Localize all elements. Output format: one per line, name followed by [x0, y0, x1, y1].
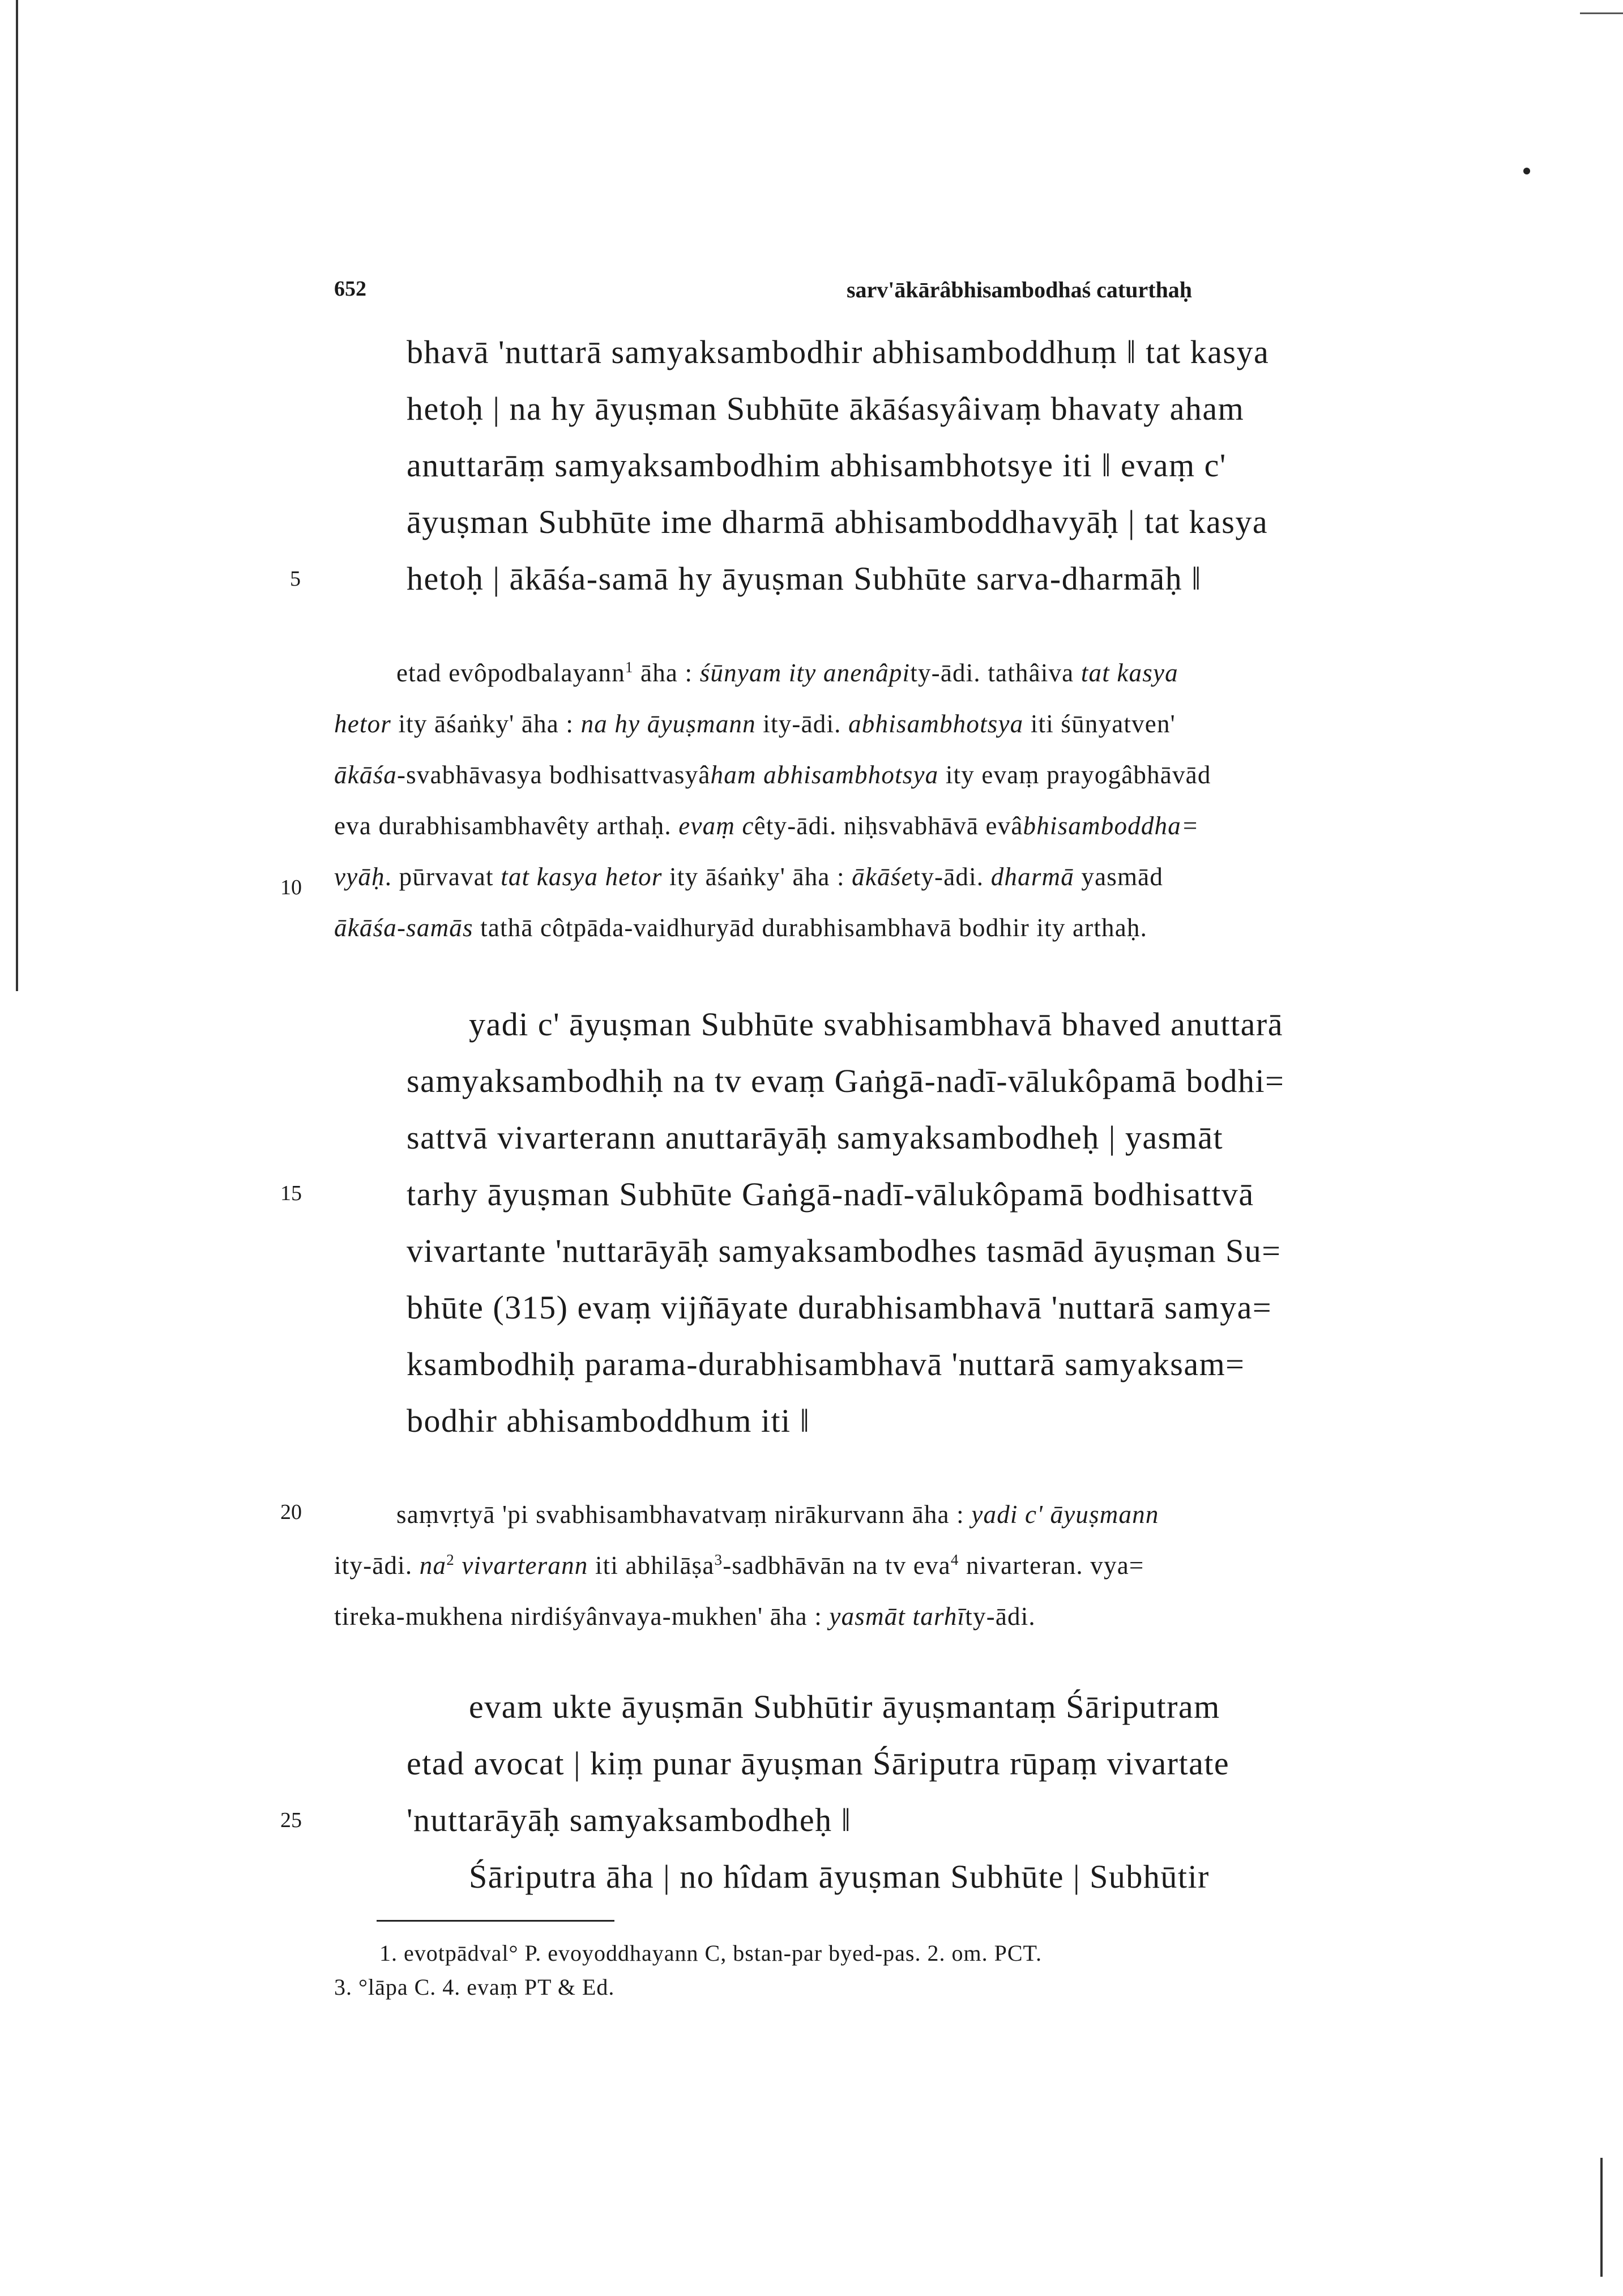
text-segment: ty-ādi. — [965, 1602, 1036, 1631]
text-segment: saṃvṛtyā 'pi svabhisambhavatvaṃ nirākurvann āha : — [396, 1500, 972, 1529]
text-segment: tathā côtpāda-vaidhuryād durabhisambhavā bodhir ity arthaḥ. — [473, 914, 1148, 942]
commentary-line — [334, 862, 1163, 891]
text-segment: eva durabhisambhavêty arthaḥ. — [334, 812, 679, 840]
main-text-line: āyuṣman Subhūte ime dharmā abhisamboddhavyāḥ | tat kasya — [407, 503, 1268, 540]
running-title: sarv'ākārâbhisambodhaś caturthaḥ — [846, 277, 1193, 302]
main-text-line: hetoḥ | ākāśa-samā hy āyuṣman Subhūte sarva-dharmāḥ ‖ — [407, 560, 1202, 597]
text-segment: vivarterann — [454, 1551, 588, 1580]
commentary-line — [334, 1602, 1036, 1631]
scan-edge-line-bottom — [1600, 2158, 1603, 2277]
commentary-line — [334, 811, 1199, 840]
text-segment: -svabhāvasya bodhisattvasyâ — [397, 761, 711, 789]
text-segment: śūnyam ity anenâpi — [699, 659, 911, 687]
text-segment: vyāḥ — [334, 863, 385, 891]
main-text-line: hetoḥ | na hy āyuṣman Subhūte ākāśasyâivaṃ bhavaty aham — [407, 390, 1245, 427]
main-text-line: bhavā 'nuttarā samyaksambodhir abhisamboddhuṃ ‖ tat kasya — [407, 334, 1270, 370]
text-segment: ity āśaṅky' āha : — [391, 710, 581, 738]
text-segment: 2 — [446, 1551, 455, 1568]
text-segment: hetor — [334, 710, 391, 738]
text-segment: iti abhilāṣa — [588, 1551, 715, 1580]
text-segment: tat kasya hetor — [501, 863, 663, 891]
footnote-rule — [377, 1920, 614, 1922]
footnote-line: 3. °lāpa C. 4. evaṃ PT & Ed. — [334, 1974, 615, 2000]
scan-edge-mark — [1580, 12, 1623, 14]
main-text-line: tarhy āyuṣman Subhūte Gaṅgā-nadī-vālukôpamā bodhisattvā — [407, 1176, 1254, 1213]
text-segment: ty-ādi. — [913, 863, 991, 891]
text-segment: -sadbhāvān na tv eva — [723, 1551, 951, 1580]
text-segment: abhisambhotsya — [848, 710, 1024, 738]
text-segment: āha : — [633, 659, 700, 687]
main-text-line: sattvā vivarterann anuttarāyāḥ samyaksambodheḥ | yasmāt — [407, 1119, 1224, 1156]
main-text-line: Śāriputra āha | no hîdam āyuṣman Subhūte | Subhūtir — [469, 1858, 1210, 1895]
main-text-line: vivartante 'nuttarāyāḥ samyaksambodhes tasmād āyuṣman Su= — [407, 1232, 1282, 1269]
commentary-line — [334, 709, 1176, 739]
text-segment: ity-ādi. — [755, 710, 849, 738]
text-segment: ākāśa — [334, 761, 397, 789]
main-text-line: samyaksambodhiḥ na tv evaṃ Gaṅgā-nadī-vālukôpamā bodhi= — [407, 1062, 1285, 1099]
line-number: 15 — [280, 1181, 302, 1205]
page-number: 652 — [334, 277, 366, 301]
text-segment: etad evôpodbalayann — [396, 659, 625, 687]
line-number: 25 — [280, 1808, 302, 1832]
main-text-line: bhūte (315) evaṃ vijñāyate durabhisambhavā 'nuttarā samya= — [407, 1289, 1272, 1326]
footnote-line: 1. evotpādval° P. evoyoddhayann C, bstan-par byed-pas. 2. om. PCT. — [379, 1940, 1042, 1966]
main-text-line: anuttarāṃ samyaksambodhim abhisambhotsye iti ‖ evaṃ c' — [407, 447, 1227, 484]
page-header — [334, 271, 1376, 310]
text-segment: tireka-mukhena nirdiśyânvaya-mukhen' āha : — [334, 1602, 830, 1631]
text-segment: 1 — [625, 659, 634, 676]
text-segment: bhisamboddha= — [1023, 812, 1199, 840]
commentary-line — [334, 760, 1211, 789]
main-text-line: 'nuttarāyāḥ samyaksambodheḥ ‖ — [407, 1802, 852, 1838]
text-segment: ity-ādi. — [334, 1551, 420, 1580]
scan-edge-line — [16, 0, 18, 991]
line-number: 10 — [280, 876, 302, 899]
text-segment: . pūrvavat — [385, 863, 501, 891]
text-segment: ham abhisambhotsya — [710, 761, 939, 789]
main-text-line: ksambodhiḥ parama-durabhisambhavā 'nuttarā samyaksam= — [407, 1346, 1245, 1382]
text-segment: 3 — [714, 1551, 723, 1568]
text-segment: dharmā — [990, 863, 1074, 891]
text-segment: yasmād — [1074, 863, 1164, 891]
main-text-line: bodhir abhisamboddhum iti ‖ — [407, 1402, 810, 1439]
text-segment: na hy āyuṣmann — [580, 710, 756, 738]
line-number: 5 — [290, 567, 301, 591]
commentary-line — [334, 913, 1147, 942]
text-segment: yasmāt tarhī — [829, 1602, 966, 1631]
text-segment: ity āśaṅky' āha : — [662, 863, 852, 891]
main-text-line: evam ukte āyuṣmān Subhūtir āyuṣmantaṃ Śāriputram — [469, 1688, 1220, 1725]
text-segment: 4 — [950, 1551, 959, 1568]
commentary-line — [396, 1500, 1159, 1529]
text-segment: na — [419, 1551, 447, 1580]
text-segment: iti śūnyatven' — [1023, 710, 1176, 738]
commentary-line — [334, 1551, 1144, 1580]
text-segment: êty-ādi. niḥsvabhāvā evâ — [754, 812, 1023, 840]
text-segment: tat kasya — [1080, 659, 1178, 687]
scan-speck — [1523, 168, 1530, 174]
line-number: 20 — [280, 1500, 302, 1524]
commentary-line — [396, 658, 1178, 688]
text-segment: yadi c' āyuṣmann — [971, 1500, 1159, 1529]
text-segment: evaṃ c — [678, 812, 754, 840]
text-segment: ty-ādi. tathâiva — [910, 659, 1081, 687]
text-segment: ity evaṃ prayogâbhāvād — [938, 761, 1211, 789]
text-segment: ākāśa-samās — [334, 914, 473, 942]
main-text-line: yadi c' āyuṣman Subhūte svabhisambhavā bhaved anuttarā — [469, 1006, 1283, 1043]
text-segment: nivarteran. vya= — [959, 1551, 1144, 1580]
text-segment: ākāśe — [852, 863, 913, 891]
main-text-line: etad avocat | kiṃ punar āyuṣman Śāriputra rūpaṃ vivartate — [407, 1745, 1230, 1782]
